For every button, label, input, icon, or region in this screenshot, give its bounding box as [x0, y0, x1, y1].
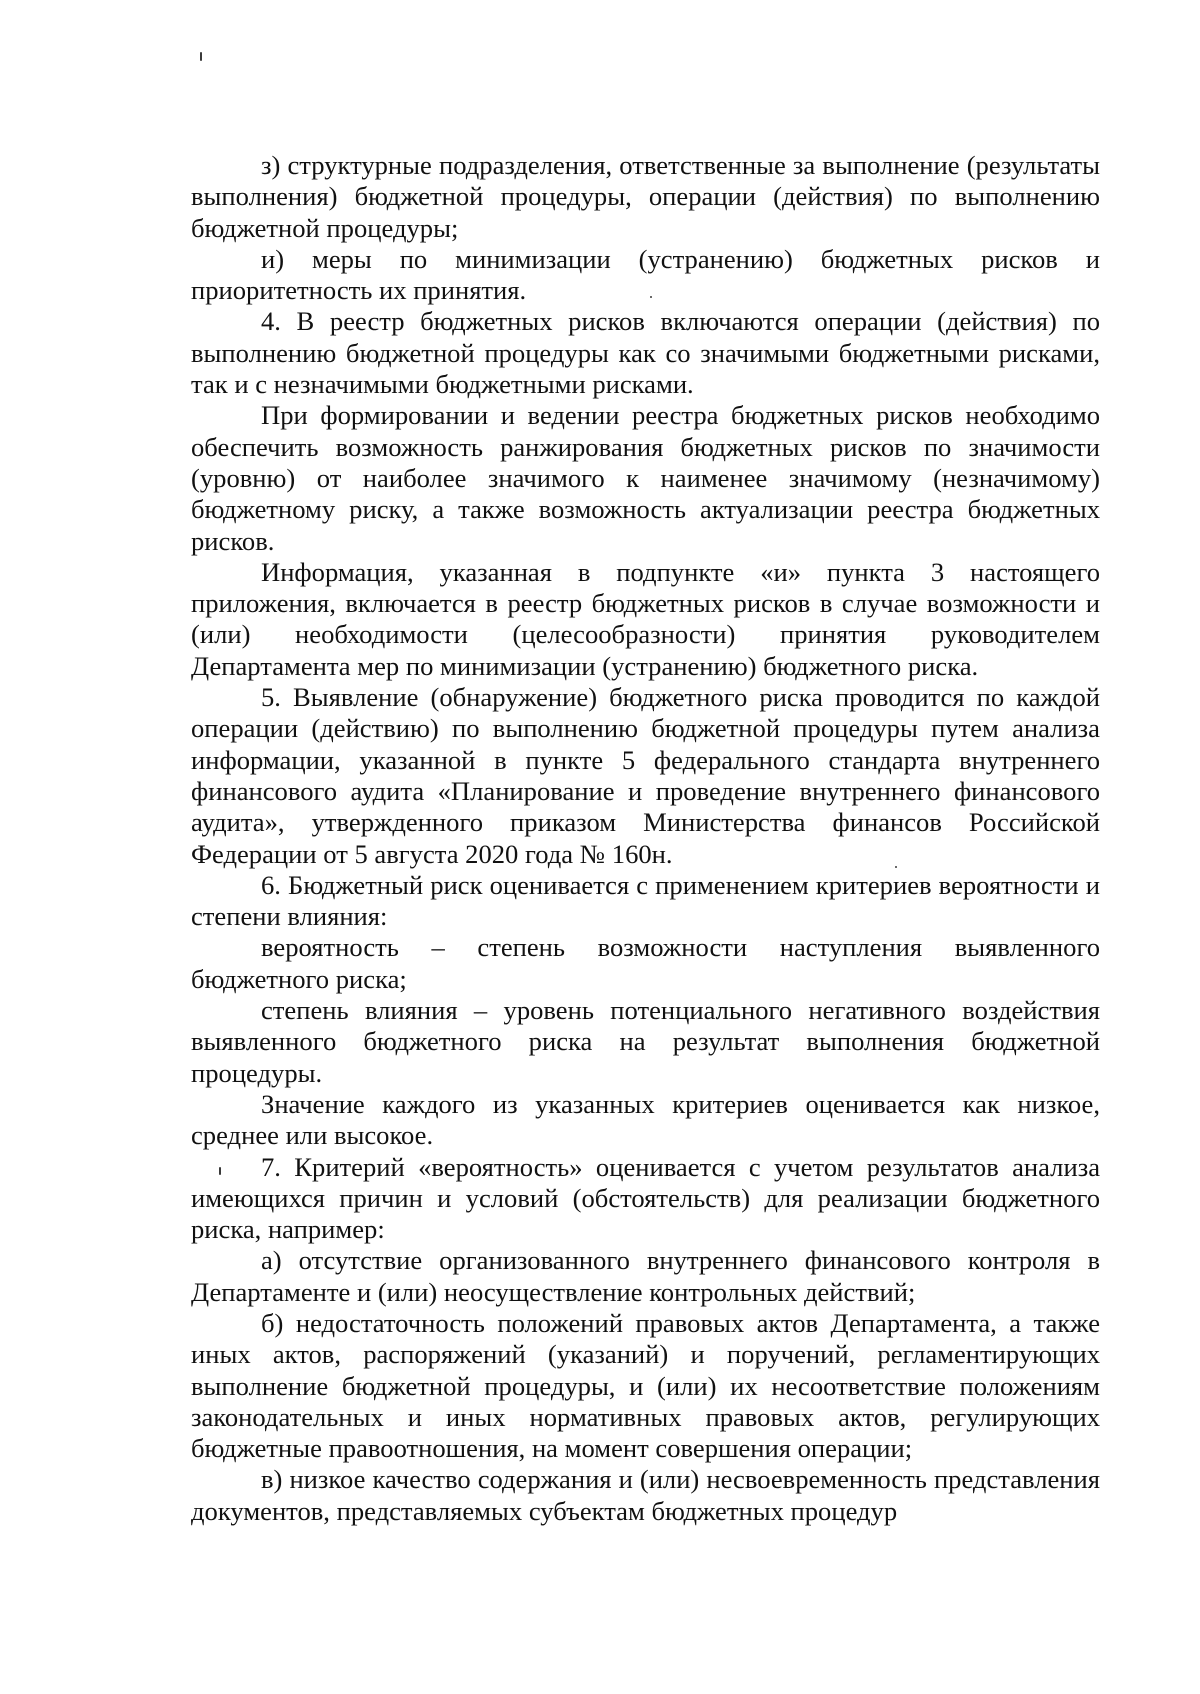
paragraph-4: 4. В реестр бюджетных рисков включаются операции (действия) по выполнению бюджетной процедуры как со значимыми бюджетными рисками, так и с незначимыми бюджетными рисками. — [191, 306, 1100, 400]
paragraph-3i: и) меры по минимизации (устранению) бюджетных рисков и приоритетность их принятия. — [191, 243, 1100, 306]
paragraph-3z: з) структурные подразделения, ответственные за выполнение (результаты выполнения) бюджетной процедуры, операции (действия) по выполнению бюджетной процедуры; — [191, 150, 1100, 243]
paragraph-5: 5. Выявление (обнаружение) бюджетного риска проводится по каждой операции (действию) по выполнению бюджетной процедуры путем анализа информации, указанной в пункте 5 федерального стандарта внутреннего финансового аудита «Планирование и проведение внутреннего финансового аудита», утвержденного приказом Министерства финансов Российской Федерации от 5 августа 2020 года № 160н. — [191, 682, 1100, 869]
scan-speck — [200, 52, 202, 61]
document-body — [191, 150, 1100, 1527]
paragraph-6-impact: степень влияния – уровень потенциального негативного воздействия выявленного бюджетного риска на результат выполнения бюджетной процедуры. — [191, 995, 1100, 1088]
paragraph-4-ranking: При формировании и ведении реестра бюджетных рисков необходимо обеспечить возможность ранжирования бюджетных рисков по значимости (уровню) от наиболее значимого к наименее значимому (незначимому) бюджетному риску, а также возможность актуализации реестра бюджетных рисков. — [191, 400, 1100, 556]
paragraph-4-information: Информация, указанная в подпункте «и» пункта 3 настоящего приложения, включается в реестр бюджетных рисков в случае возможности и (или) необходимости (целесообразности) принятия руководителем Департамента мер по минимизации (устранению) бюджетного риска. — [191, 556, 1100, 681]
paragraph-7v: в) низкое качество содержания и (или) несвоевременность представления документов, представляемых субъектам бюджетных процедур — [191, 1464, 1100, 1526]
paragraph-6-probability: вероятность – степень возможности наступления выявленного бюджетного риска; — [191, 932, 1100, 994]
paragraph-7b: б) недостаточность положений правовых актов Департамента, а также иных актов, распоряжений (указаний) и поручений, регламентирующих выполнение бюджетной процедуры, и (или) их несоответствие положениям законодательных и иных нормативных правовых актов, регулирующих бюджетные правоотношения, на момент совершения операции; — [191, 1307, 1100, 1464]
paragraph-6: 6. Бюджетный риск оценивается с применением критериев вероятности и степени влияния: — [191, 869, 1100, 932]
paragraph-6-values: Значение каждого из указанных критериев оценивается как низкое, среднее или высокое. — [191, 1088, 1100, 1151]
paragraph-7: 7. Критерий «вероятность» оценивается с учетом результатов анализа имеющихся причин и условий (обстоятельств) для реализации бюджетного риска, например: — [191, 1151, 1100, 1245]
paragraph-7a: а) отсутствие организованного внутреннего финансового контроля в Департаменте и (или) неосуществление контрольных действий; — [191, 1245, 1100, 1307]
